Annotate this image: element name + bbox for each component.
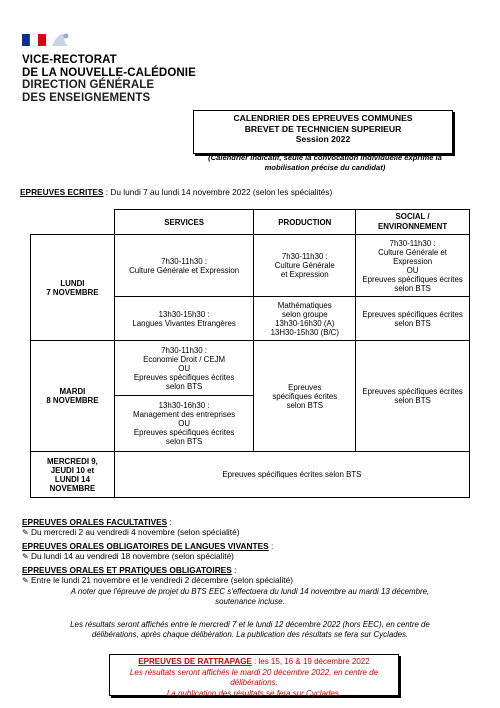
- pencil-icon: ✎: [22, 528, 29, 537]
- org-line-3: DIRECTION GÉNÉRALE: [22, 79, 155, 91]
- cell-mardi-pm-services: 13h30-16h30 : Management des entreprises OU Epreuves spécifiques écrites selon BTS: [114, 396, 254, 452]
- rattrapage-line-2: Les résultats seront affichés le mardi 20 décembre 2022, en centre de délibérations.: [129, 667, 379, 687]
- indicatif-note: [190, 153, 460, 173]
- orales-lv-label: EPREUVES ORALES OBLIGATOIRES DE LANGUES VIVANTES: [22, 541, 269, 551]
- org-line-4: DES ENSEIGNEMENTS: [22, 91, 151, 104]
- orales-fac-label: EPREUVES ORALES FACULTATIVES: [22, 517, 168, 527]
- cell-lundi-pm-social: Epreuves spécifiques écrites selon BTS: [356, 297, 470, 341]
- org-line-1: VICE-RECTORAT: [22, 54, 117, 66]
- ecrites-label: EPREUVES ECRITES: [20, 187, 104, 197]
- eec-note-line-2: soutenance incluse.: [215, 597, 285, 606]
- eec-note-line-1: A noter que l'épreuve de projet du BTS EEC s'effectuera du lundi 14 novembre au mardi 13 décembre,: [70, 587, 430, 596]
- orales-pratiques-label: EPREUVES ORALES ET PRATIQUES OBLIGATOIRES: [22, 565, 232, 575]
- table-row: [31, 452, 470, 498]
- rattrapage-box: [109, 654, 399, 696]
- org-line-2: DE LA NOUVELLE-CALÉDONIE: [22, 66, 196, 79]
- rattrapage-label: EPREUVES DE RATTRAPAGE: [138, 657, 252, 666]
- orales-fac-detail: Du mercredi 2 au vendredi 4 novembre (selon spécialité): [31, 527, 240, 537]
- schedule-table: [30, 209, 470, 498]
- title-line-1: CALENDRIER DES EPREUVES COMMUNES: [233, 113, 413, 123]
- cell-mercredi-all: Epreuves spécifiques écrites selon BTS: [114, 452, 469, 498]
- cell-lundi-am-social: 7h30-11h30 : Culture Générale et Expression OU Epreuves spécifiques écrites selon BTS: [356, 235, 470, 297]
- orales-lv-detail: Du lundi 14 au vendredi 18 novembre (selon spécialité): [31, 551, 234, 561]
- rattrapage-dates: : les 15, 16 & 19 décembre 2022: [251, 657, 370, 666]
- cell-lundi-pm-production: Mathématiques selon groupe 13h30-16h30 (A) 13H30-15h30 (B/C): [254, 297, 356, 341]
- title-line-3: Session 2022: [295, 134, 351, 144]
- orales-pratiques-detail: Entre le lundi 21 novembre et le vendredi 2 décembre (selon spécialité): [31, 575, 293, 585]
- eec-note: [30, 587, 470, 607]
- pencil-icon: ✎: [22, 576, 29, 585]
- orales-pratiques: EPREUVES ORALES ET PRATIQUES OBLIGATOIRES : ✎ Entre le lundi 21 novembre et le vendredi 2 décembre (selon spécialité): [22, 565, 293, 585]
- organization-name: [22, 54, 196, 104]
- table-row: [31, 341, 470, 396]
- indicatif-line-1: (Calendrier indicatif, seule la convocation individuelle exprime la: [208, 153, 442, 162]
- resultats-line-1: Les résultats seront affichés entre le mercredi 7 et le lundi 12 décembre 2022 (hors EEC), en centre de: [70, 620, 430, 629]
- indicatif-line-2: mobilisation précise du candidat): [264, 163, 386, 172]
- cell-mardi-social: Epreuves spécifiques écrites selon BTS: [356, 341, 470, 452]
- orales-langues: EPREUVES ORALES OBLIGATOIRES DE LANGUES VIVANTES : ✎ Du lundi 14 au vendredi 18 novembre (selon spécialité): [22, 541, 274, 561]
- orales-facultatives: EPREUVES ORALES FACULTATIVES : ✎ Du mercredi 2 au vendredi 4 novembre (selon spécialité): [22, 517, 240, 537]
- header-social: SOCIAL / ENVIRONNEMENT: [356, 210, 470, 235]
- resultats-note: [18, 620, 482, 640]
- cell-lundi-pm-services: 13h30-15h30 : Langues Vivantes Etrangères: [114, 297, 254, 341]
- pencil-icon: ✎: [22, 552, 29, 561]
- day-mardi: MARDI 8 NOVEMBRE: [31, 341, 115, 452]
- title-box: [193, 110, 453, 154]
- table-row: [31, 235, 470, 297]
- rattrapage-heading: [110, 657, 398, 668]
- rattrapage-line-3: La publication des résultats se fera sur Cyclades.: [166, 688, 342, 698]
- table-corner: [31, 210, 115, 235]
- resultats-line-2: délibérations, après chaque délibération. La publication des résultats se fera sur Cyclades.: [91, 630, 409, 639]
- table-header-row: [31, 210, 470, 235]
- epreuves-ecrites: [20, 187, 332, 197]
- day-mercredi: MERCREDI 9, JEUDI 10 et LUNDI 14 NOVEMBRE: [31, 452, 115, 498]
- header-production: PRODUCTION: [254, 210, 356, 235]
- ecrites-text: : Du lundi 7 au lundi 14 novembre 2022 (selon les spécialités): [103, 187, 333, 197]
- cell-lundi-am-production: 7h30-11h30 : Culture Générale et Expression: [254, 235, 356, 297]
- cell-lundi-am-services: 7h30-11h30 : Culture Générale et Expression: [114, 235, 254, 297]
- cell-mardi-am-services: 7h30-11h30 : Economie Droit / CEJM OU Epreuves spécifiques écrites selon BTS: [114, 341, 254, 396]
- day-lundi: LUNDI 7 NOVEMBRE: [31, 235, 115, 341]
- cell-mardi-production: Epreuves spécifiques écrites selon BTS: [254, 341, 356, 452]
- republique-francaise-logo: [22, 30, 74, 50]
- header-services: SERVICES: [114, 210, 254, 235]
- title-line-2: BREVET DE TECHNICIEN SUPERIEUR: [244, 123, 402, 134]
